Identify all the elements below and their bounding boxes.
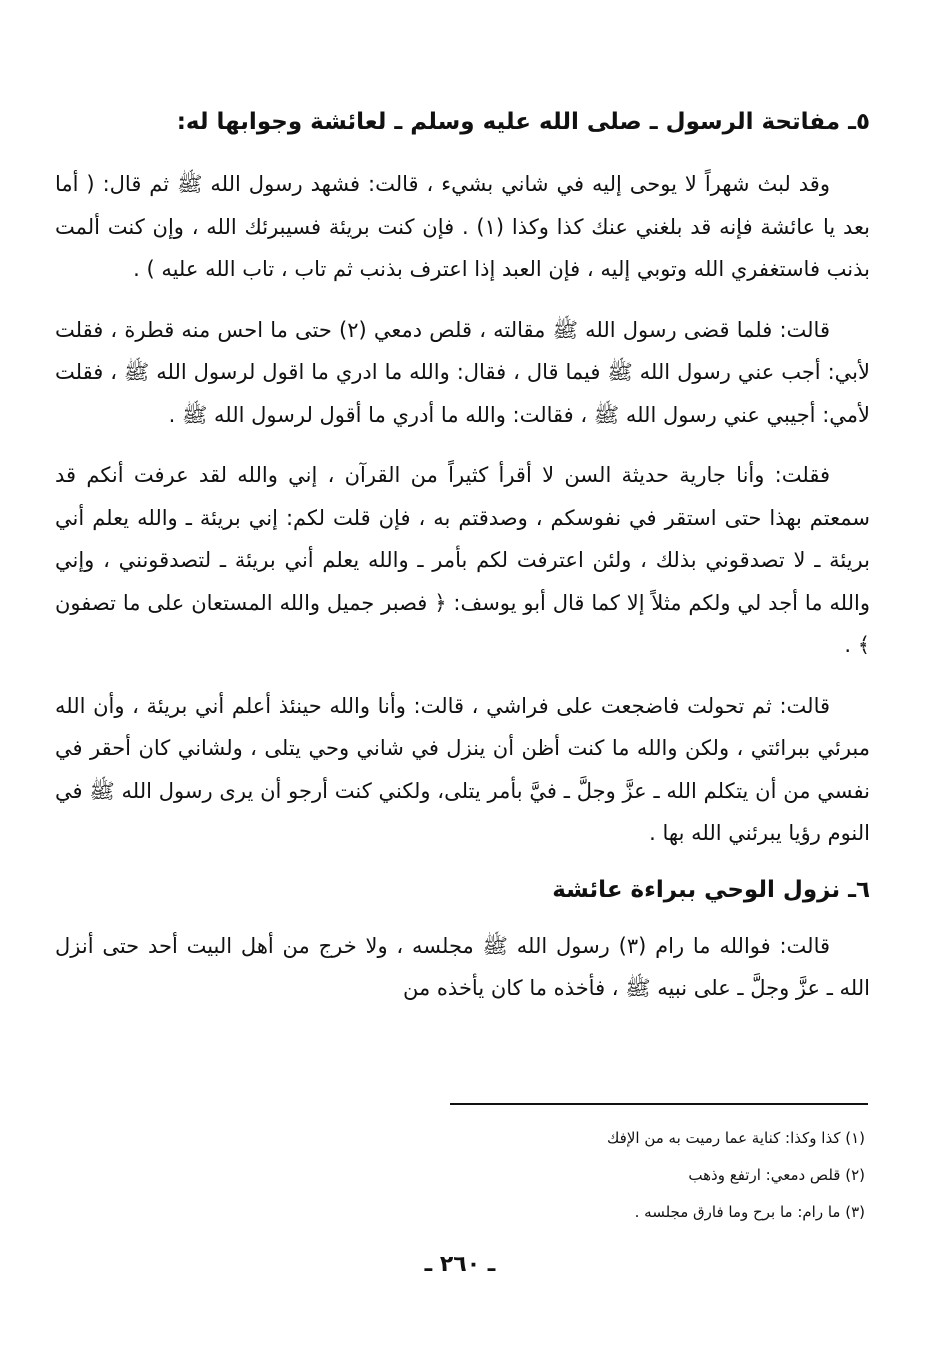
- paragraph-2: [55, 309, 870, 437]
- paragraph-3: [55, 454, 870, 667]
- page-body: [55, 105, 870, 1028]
- paragraph-2-text: قالت: فلما قضى رسول الله ﷺ مقالته ، قلص دمعي (٢) حتى ما احس منه قطرة ، فقلت لأبي: أجب عني رسول الله ﷺ فيما قال ، فقال: والله ما ادري ما اقول لرسول الله ﷺ ، فقلت لأمي: أجيبي عني رسول الله ﷺ ، فقالت: والله ما أدري ما أقول لرسول الله ﷺ .: [55, 317, 870, 427]
- footnote-divider: [450, 1103, 868, 1105]
- section-heading-5: ٥ـ مفاتحة الرسول ـ صلى الله عليه وسلم ـ لعائشة وجوابها له:: [176, 109, 870, 135]
- footnote-3: (٣) ما رام: ما برح وما فارق مجلسه .: [634, 1203, 865, 1221]
- footnotes: [445, 1120, 865, 1231]
- paragraph-5: [55, 925, 870, 1010]
- paragraph-1-text: وقد لبث شهراً لا يوحى إليه في شاني بشيء ، قالت: فشهد رسول الله ﷺ ثم قال: ( أما بعد يا عائشة فإنه قد بلغني عنك كذا وكذا (١) . فإن كنت بريئة فسيبرئك الله ، وإن كنت ألمت بذنب فاستغفري الله وتوبي إليه ، فإن العبد إذا اعترف بذنب ثم تاب ، تاب الله عليه ) .: [55, 172, 870, 281]
- paragraph-5-text: قالت: فوالله ما رام (٣) رسول الله ﷺ مجلسه ، ولا خرج من أهل البيت أحد حتى أنزل الله ـ عزَّ وجلَّ ـ على نبيه ﷺ ، فأخذه ما كان يأخذه من: [55, 933, 870, 1000]
- paragraph-4-text: قالت: ثم تحولت فاضجعت على فراشي ، قالت: وأنا والله حينئذ أعلم أني بريئة ، وأن الله مبرئي ببرائتي ، ولكن والله ما كنت أظن أن ينزل في شاني وحي يتلى ، ولشاني كان أحقر في نفسي من أن يتكلم الله ـ عزَّ وجلَّ ـ فيَّ بأمر يتلى، ولكني كنت أرجو أن يرى رسول الله ﷺ في النوم رؤيا يبرئني الله بها .: [55, 693, 870, 845]
- page-number: ـ ٢٦٠ ـ: [424, 1252, 496, 1277]
- paragraph-1: [55, 163, 870, 291]
- paragraph-3-text: فقلت: وأنا جارية حديثة السن لا أقرأ كثيراً من القرآن ، إني والله لقد عرفت أنكم قد سمعتم بهذا حتى استقر في نفوسكم ، وصدقتم به ، فإن قلت لكم: إني بريئة ـ والله يعلم أني بريئة ـ لا تصدقوني بذلك ، ولئن اعترفت لكم بأمر ـ والله يعلم أني بريئة ـ لتصدقونني ، وإني والله ما أجد لي ولكم مثلاً إلا كما قال أبو يوسف: ﴿ فصبر جميل والله المستعان على ما تصفون ﴾ .: [55, 463, 870, 657]
- footnote-1: (١) كذا وكذا: كناية عما رميت به من الإفك: [607, 1129, 865, 1147]
- footnote-2: (٢) قلص دمعي: ارتفع وذهب: [688, 1166, 865, 1184]
- section-heading-6: ٦ـ نزول الوحي ببراءة عائشة: [552, 876, 870, 903]
- paragraph-4: [55, 685, 870, 855]
